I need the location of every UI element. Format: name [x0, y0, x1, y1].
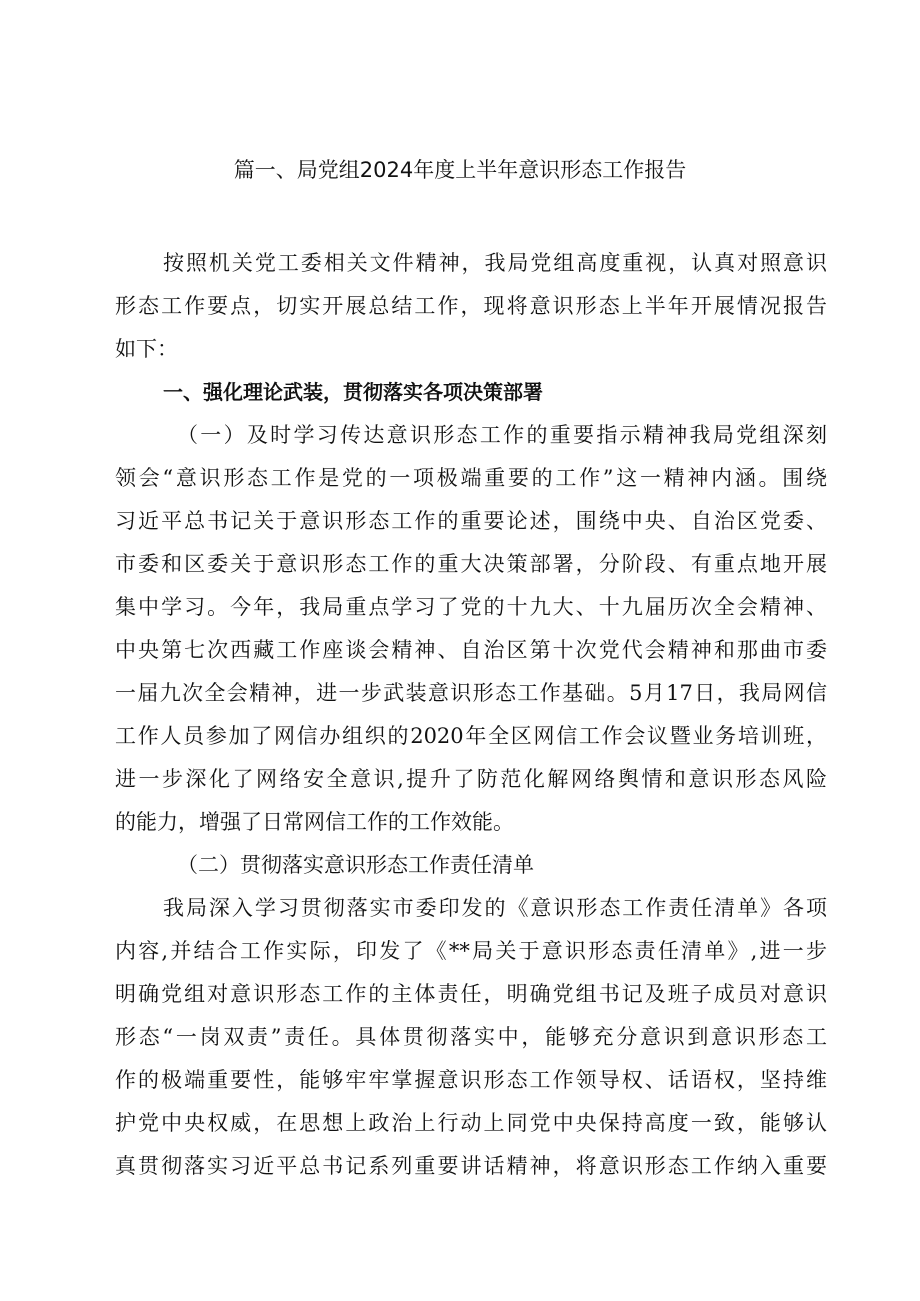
paragraph-line: 我局深入学习贯彻落实市委印发的《意识形态工作责任清单》各项 [163, 896, 827, 920]
paragraph-line: 的能力，增强了日常网信工作的工作效能。 [115, 810, 514, 834]
document-body [115, 242, 827, 1188]
paragraph-line: 内容,并结合工作实际，印发了《**局关于意识形态责任清单》,进一步 [115, 939, 827, 963]
document-title: 篇一、局党组2024年度上半年意识形态工作报告 [233, 158, 687, 182]
paragraph-line: 市委和区委关于意识形态工作的重大决策部署，分阶段、有重点地开展 [115, 552, 827, 576]
paragraph-line: 作的极端重要性，能够牢牢掌握意识形态工作领导权、话语权，坚持维 [115, 1068, 827, 1092]
paragraph-line: 领会“意识形态工作是党的一项极端重要的工作”这一精神内涵。围绕 [115, 466, 827, 490]
paragraph-line: 护党中央权威，在思想上政治上行动上同党中央保持高度一致，能够认 [115, 1111, 827, 1135]
paragraph-line: 中央第七次西藏工作座谈会精神、自治区第十次党代会精神和那曲市委 [115, 638, 827, 662]
paragraph-line: 如下： [115, 337, 178, 361]
paragraph-line: 明确党组对意识形态工作的主体责任，明确党组书记及班子成员对意识 [115, 982, 827, 1006]
paragraph-line: 按照机关党工委相关文件精神，我局党组高度重视，认真对照意识 [163, 251, 827, 275]
section-heading: 一、强化理论武装，贯彻落实各项决策部署 [163, 380, 543, 404]
paragraph-line: 一届九次全会精神，进一步武装意识形态工作基础。5月17日，我局网信 [115, 681, 827, 705]
paragraph-line: 形态“一岗双责”责任。具体贯彻落实中，能够充分意识到意识形态工 [115, 1025, 827, 1049]
paragraph-line: 工作人员参加了网信办组织的2020年全区网信工作会议暨业务培训班， [115, 724, 827, 748]
paragraph-line: 习近平总书记关于意识形态工作的重要论述，围绕中央、自治区党委、 [115, 509, 827, 533]
subsection-heading: （二）贯彻落实意识形态工作责任清单 [177, 853, 534, 877]
paragraph-line: 集中学习。今年，我局重点学习了党的十九大、十九届历次全会精神、 [115, 595, 827, 619]
paragraph-line: 进一步深化了网络安全意识,提升了防范化解网络舆情和意识形态风险 [115, 767, 827, 791]
paragraph-line: （一）及时学习传达意识形态工作的重要指示精神我局党组深刻 [177, 423, 827, 447]
paragraph-line: 形态工作要点，切实开展总结工作，现将意识形态上半年开展情况报告 [115, 294, 827, 318]
paragraph-line: 真贯彻落实习近平总书记系列重要讲话精神，将意识形态工作纳入重要 [115, 1154, 827, 1178]
